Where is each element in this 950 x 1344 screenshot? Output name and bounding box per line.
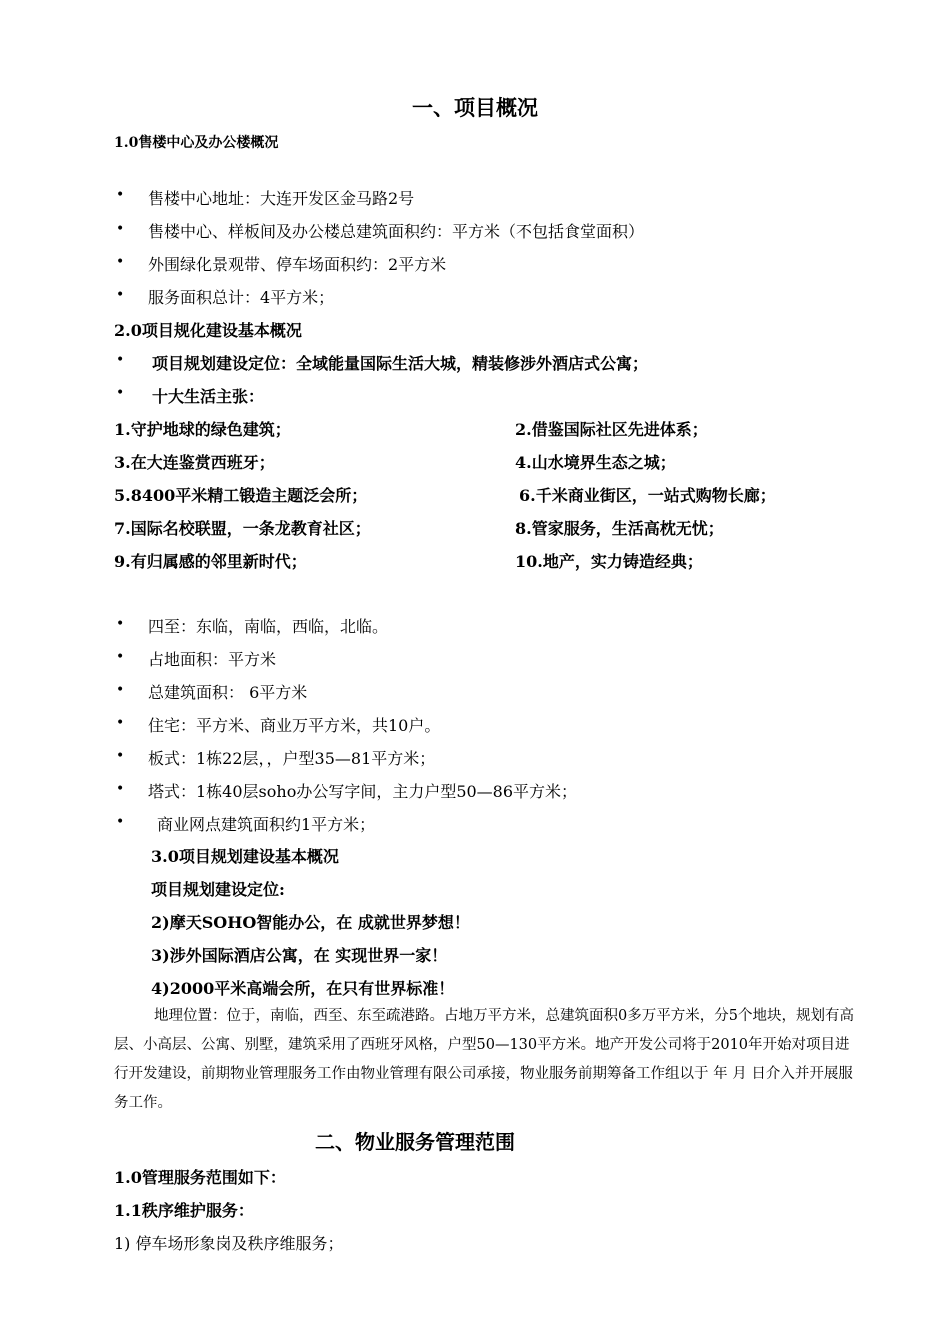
section2-subheading: 1.0管理服务范围如下： [114, 1168, 286, 1187]
subsection-1-0-heading: 1.0售楼中心及办公楼概况 [114, 135, 279, 151]
list-item: 外围绿化景观带、停车场面积约：2平方米 [148, 255, 447, 274]
list-item: 住宅：平方米、商业万平方米，共10户。 [148, 716, 441, 735]
section2-subheading: 1.1秩序维护服务： [114, 1201, 254, 1220]
list-item: 四至：东临，南临，西临，北临。 [148, 617, 389, 636]
positioning-item: 4)2000平米高端会所，在只有世界标准！ [151, 979, 455, 998]
claim-item: 4.山水境界生态之城； [515, 453, 676, 472]
list-item: 服务面积总计：4平方米； [148, 288, 335, 307]
claim-item: 9.有归属感的邻里新时代； [114, 552, 307, 571]
list-item: 项目规划建设定位：全域能量国际生活大城，精装修涉外酒店式公寓； [152, 354, 649, 373]
positioning-item: 2)摩天SOHO智能办公，在 成就世界梦想！ [151, 913, 470, 932]
bullet-dot: • [116, 287, 125, 303]
list-item: 板式：1栋22层，，户型35—81平方米； [148, 749, 436, 768]
claim-item: 6.千米商业街区，一站式购物长廊； [519, 486, 776, 505]
list-item: 售楼中心、样板间及办公楼总建筑面积约：平方米（不包括食堂面积） [148, 222, 645, 241]
positioning-label: 项目规划建设定位: [151, 880, 285, 899]
claim-item: 3.在大连鉴赏西班牙； [114, 453, 275, 472]
bullet-dot: • [116, 254, 125, 270]
claim-item: 7.国际名校联盟，一条龙教育社区； [114, 519, 371, 538]
bullet-dot: • [116, 385, 125, 401]
claim-item: 8.管家服务，生活高枕无忧； [515, 519, 724, 538]
bullet-dot: • [116, 352, 125, 368]
section2-title: 二、物业服务管理范围 [315, 1130, 515, 1154]
bullet-dot: • [116, 715, 125, 731]
list-item: 占地面积：平方米 [148, 650, 277, 669]
bullet-dot: • [116, 616, 125, 632]
list-item: 商业网点建筑面积约1平方米； [157, 815, 376, 834]
location-text: 地理位置：位于，南临，西至、东至疏港路。占地万平方米，总建筑面积0多万平方米，分5个地块，规划有高层、小高层、公寓、别墅，建筑采用了西班牙风格，户型50—130平方米。地产开发公司将于2010年开始对项目进行开发建设，前期物业管理服务工作由物业管理有限公司承接，物业服务前期筹备工作组以于 年 月 日介入并开展服务工作。 [114, 1008, 854, 1111]
list-item: 塔式：1栋40层soho办公写字间，主力户型50—86平方米； [148, 782, 578, 801]
location-paragraph [114, 1002, 854, 1118]
list-item: 十大生活主张： [152, 387, 265, 406]
claim-item: 10.地产，实力铸造经典； [515, 552, 703, 571]
bullet-dot: • [116, 781, 125, 797]
bullet-dot: • [116, 221, 125, 237]
bullet-dot: • [116, 649, 125, 665]
bullet-dot: • [116, 814, 125, 830]
subsection-2-0-heading: 2.0项目规化建设基本概况 [114, 321, 302, 340]
claim-item: 2.借鉴国际社区先进体系； [515, 420, 708, 439]
bullet-dot: • [116, 187, 125, 203]
positioning-item: 3)涉外国际酒店公寓，在 实现世界一家！ [151, 946, 448, 965]
bullet-dot: • [116, 748, 125, 764]
list-item: 售楼中心地址：大连开发区金马路2号 [148, 189, 415, 208]
list-item: 总建筑面积： 6平方米 [148, 683, 308, 702]
claim-item: 1.守护地球的绿色建筑； [114, 420, 291, 439]
subsection-3-0-heading: 3.0项目规划建设基本概况 [151, 847, 339, 866]
bullet-dot: • [116, 682, 125, 698]
claim-item: 5.8400平米精工锻造主题泛会所； [114, 486, 368, 505]
list-item: 1) 停车场形象岗及秩序维服务； [114, 1234, 344, 1253]
section1-title: 一、项目概况 [412, 95, 538, 120]
